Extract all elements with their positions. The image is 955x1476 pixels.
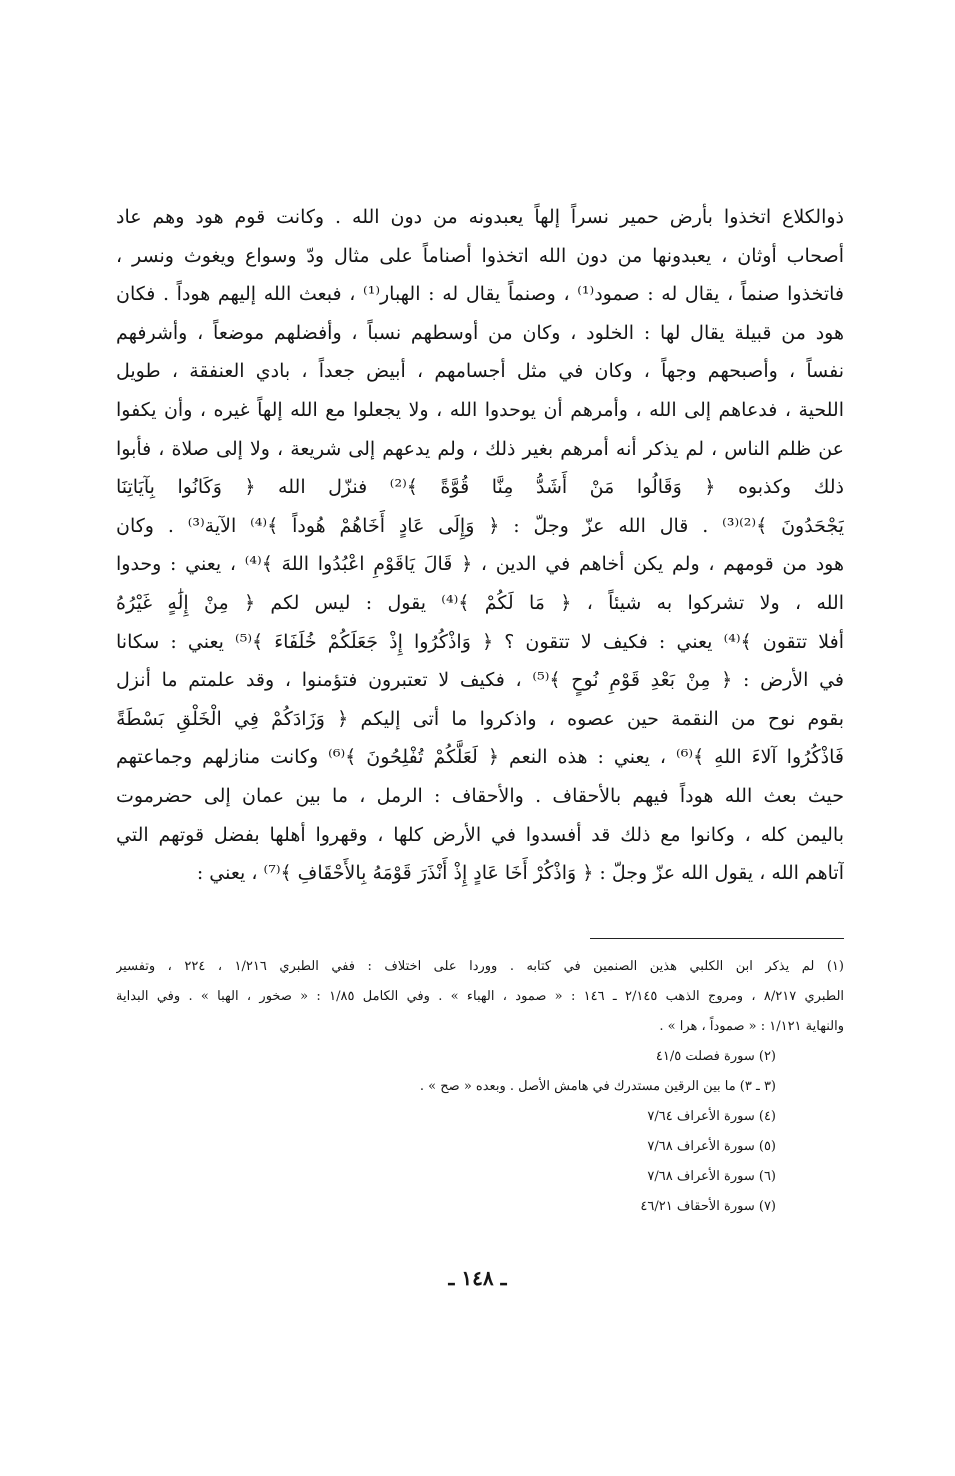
text-line: في الأرض : ﴿ مِنْ بَعْدِ قَوْمِ نُوحٍ ﴾⁽⁵⁾ ، فكيف لا تعتبرون فتؤمنوا ، وقد علمتم ما أنزل <box>116 669 844 692</box>
text-line: يَجْحَدُونَ ﴾⁽²⁾⁽³⁾ . قال الله عزّ وجلّ : ﴿ وَإِلَى عَادٍ أَخَاهُمْ هُوداً ﴾⁽⁴⁾ الآية⁽³⁾ . وكان <box>116 514 844 537</box>
text-line: الله ، ولا تشركوا به شيئاً ، ﴿ مَا لَكُمْ ﴾⁽⁴⁾ يقول : ليس لكم ﴿ مِنْ إِلَٰهٍ غَيْرُهُ <box>116 591 844 614</box>
text-line: أصحاب أوثان ، يعبدونها من دون الله اتخذوا أصناماً على مثال ودّ وسواع ويغوث ونسر ، <box>116 244 844 267</box>
text-line: ذوالكلاع اتخذوا بأرض حمير نسراً إلهاً يعبدونه من دون الله . وكانت قوم هود وهم عاد <box>116 206 844 228</box>
footnotes <box>116 952 844 1222</box>
text-line: هود من قبيلة يقال لها : الخلود ، وكان من أوسطهم نسباً ، وأفضلهم موضعاً ، وأشرفهم <box>116 321 844 344</box>
footnote-line: (٦) سورة الأعراف ٧/٦٨ <box>647 1169 776 1184</box>
page-number: ـ ١٤٨ ـ <box>448 1266 507 1290</box>
text-line: عن ظلم الناس ، لم يذكر أنه أمرهم بغير ذلك ، ولم يدعهم إلى شريعة ، ولا إلى صلاة ، فأبوا <box>116 437 844 460</box>
footnote-line: (٤) سورة الأعراف ٧/٦٤ <box>647 1109 776 1124</box>
text-line: ذلك وكذبوه ﴿ وَقَالُوا مَنْ أَشَدُّ مِنَّا قُوَّةً ﴾⁽²⁾ فنزّل الله ﴿ وَكَانُوا بِآيَاتِنَا <box>116 476 844 499</box>
footnote-separator <box>590 938 844 939</box>
text-line: باليمن كله ، وكانوا مع ذلك قد أفسدوا في الأرض كلها ، وقهروا أهلها بفضل قوتهم التي <box>116 823 844 846</box>
main-text <box>116 198 844 893</box>
text-line: اللحية ، فدعاهم إلى الله ، وأمرهم أن يوحدوا الله ، ولا يجعلوا مع الله إلهاً غيره ، وأن يكفوا <box>116 398 844 421</box>
footnote-line: (٥) سورة الأعراف ٧/٦٨ <box>647 1139 776 1154</box>
footnote-line: (٣ ـ ٣) ما بين الرقين مستدرك في هامش الأصل . وبعده « صح » . <box>419 1079 776 1094</box>
text-line: نفساً ، وأصبحهم وجهاً ، وكان في مثل أجسامهم ، أبيض جعداً ، بادي العنفقة ، طويل <box>116 360 844 383</box>
text-line: بقوم نوح من النقمة حين عصوه ، واذكروا ما أتى إليكم ﴿ وَزَادَكُمْ فِي الْخَلْقِ بَسْطَةً <box>116 707 844 730</box>
text-line: حيث بعث الله هوداً فيهم بالأحقاف . والأحقاف : الرمل ، ما بين عمان إلى حضرموت <box>116 784 844 807</box>
footnote-line: (٧) سورة الأحقاف ٤٦/٢١ <box>640 1199 776 1214</box>
footnote-line: والنهاية ١/١٢١ : « صموداً ، هرا » . <box>659 1019 844 1034</box>
text-line: هود من قومهم ، ولم يكن أخاهم في الدين ، ﴿ قَالَ يَاقَوْمِ اعْبُدُوا اللهَ ﴾⁽⁴⁾ ، يعني : وحدوا <box>116 553 844 576</box>
text-line: فاتخذوا صنماً ، يقال له : صمود⁽¹⁾ ، وصنماً يقال له : الهبار⁽¹⁾ ، فبعث الله إليهم هوداً . فكان <box>116 283 844 306</box>
footnote-line: (١) لم يذكر ابن الكلبي هذين الصنمين في كتابه . ووردا على اختلاف : ففي الطبري ١/٢١٦ ، ٢٢٤ ، وتفسير <box>116 959 844 974</box>
text-line: آتاهم الله ، يقول الله عزّ وجلّ : ﴿ وَاذْكُرْ أَخَا عَادٍ إِذْ أَنْذَرَ قَوْمَهُ بِالأَحْقَافِ ﴾⁽⁷⁾ ، يعني : <box>196 862 844 885</box>
text-line: فَاذْكُرُوا آلاءَ اللهِ ﴾⁽⁶⁾ ، يعني : هذه النعم ﴿ لَعَلَّكُمْ تُفْلِحُونَ ﴾⁽⁶⁾ وكانت منازلهم وجماعتهم <box>116 746 844 769</box>
footnote-line: الطبري ٨/٢١٧ ، ومروج الذهب ٢/١٤٥ ـ ١٤٦ : « صمود ، الهباء » . وفي الكامل ١/٨٥ : « صخور ، الهبا » . وفي البداية <box>116 989 844 1004</box>
footnote-line: (٢) سورة فصلت ٤١/٥ <box>655 1049 776 1064</box>
text-line: أفلا تتقون ﴾⁽⁴⁾ يعني : فكيف لا تتقون ؟ ﴿ وَاذْكُرُوا إِذْ جَعَلَكُمْ خُلَفَاءَ ﴾⁽⁵⁾ يعني : سكانا <box>116 630 844 653</box>
